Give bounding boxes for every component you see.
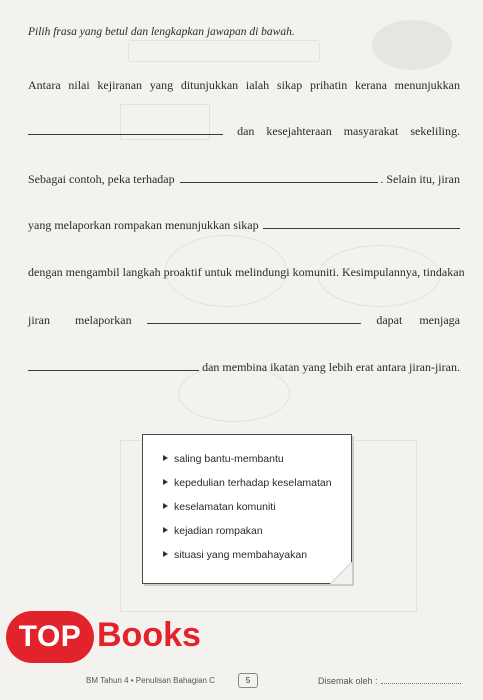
- triangle-bullet-icon: [163, 479, 168, 485]
- paragraph-line-2-text: dan kesejahteraan masyarakat sekeliling.: [237, 124, 460, 138]
- paragraph-line-7-text: dan membina ikatan yang lebih erat antara jiran-jiran.: [202, 360, 460, 374]
- paragraph-line-3-text-after: . Selain itu, jiran: [380, 172, 460, 186]
- footer-book-title: BM Tahun 4 • Penulisan Bahagian C: [86, 676, 215, 685]
- triangle-bullet-icon: [163, 455, 168, 461]
- answer-blank-4[interactable]: [147, 322, 361, 324]
- answer-blank-1[interactable]: [28, 133, 223, 135]
- page-curl-decoration: [330, 562, 352, 584]
- paragraph-line-3: [28, 172, 460, 187]
- page-number: 5: [238, 673, 258, 688]
- paragraph-line-1: Antara nilai kejiranan yang ditunjukkan ialah sikap prihatin kerana menunjukkan: [28, 78, 460, 92]
- option-item[interactable]: keselamatan komuniti: [163, 501, 276, 513]
- answer-options-box: [142, 434, 352, 584]
- paragraph-line-6: [28, 313, 460, 328]
- instruction-text: Pilih frasa yang betul dan lengkapkan jawapan di bawah.: [28, 26, 295, 38]
- watermark-books-text: Books: [97, 616, 201, 654]
- paragraph-line-2: [28, 124, 460, 139]
- option-item[interactable]: kejadian rompakan: [163, 525, 263, 537]
- footer-checked-by: [318, 676, 461, 686]
- paragraph-line-6-text-before: jiran melaporkan: [28, 313, 132, 327]
- checked-by-label: Disemak oleh :: [318, 676, 378, 686]
- paragraph-line-7: [28, 360, 460, 375]
- triangle-bullet-icon: [163, 551, 168, 557]
- checked-by-signature-line[interactable]: [381, 683, 461, 684]
- answer-blank-2[interactable]: [180, 181, 379, 183]
- watermark-top-badge: TOP: [6, 611, 94, 663]
- paragraph-line-4: [28, 218, 460, 233]
- topbooks-watermark-logo: [0, 605, 200, 667]
- reverse-side-shadow: [128, 40, 320, 62]
- triangle-bullet-icon: [163, 503, 168, 509]
- reverse-side-badge-shadow: [372, 20, 452, 70]
- option-item[interactable]: saling bantu-membantu: [163, 453, 284, 465]
- triangle-bullet-icon: [163, 527, 168, 533]
- paragraph-line-6-text-after: dapat menjaga: [376, 313, 460, 327]
- paragraph-line-3-text-before: Sebagai contoh, peka terhadap: [28, 172, 175, 186]
- paragraph-line-4-text: yang melaporkan rompakan menunjukkan sikap: [28, 218, 259, 232]
- option-item[interactable]: situasi yang membahayakan: [163, 549, 307, 561]
- paragraph-line-5: dengan mengambil langkah proaktif untuk melindungi komuniti. Kesimpulannya, tindakan: [28, 265, 465, 279]
- answer-blank-5[interactable]: [28, 369, 199, 371]
- answer-blank-3[interactable]: [263, 227, 460, 229]
- option-item[interactable]: kepedulian terhadap keselamatan: [163, 477, 332, 489]
